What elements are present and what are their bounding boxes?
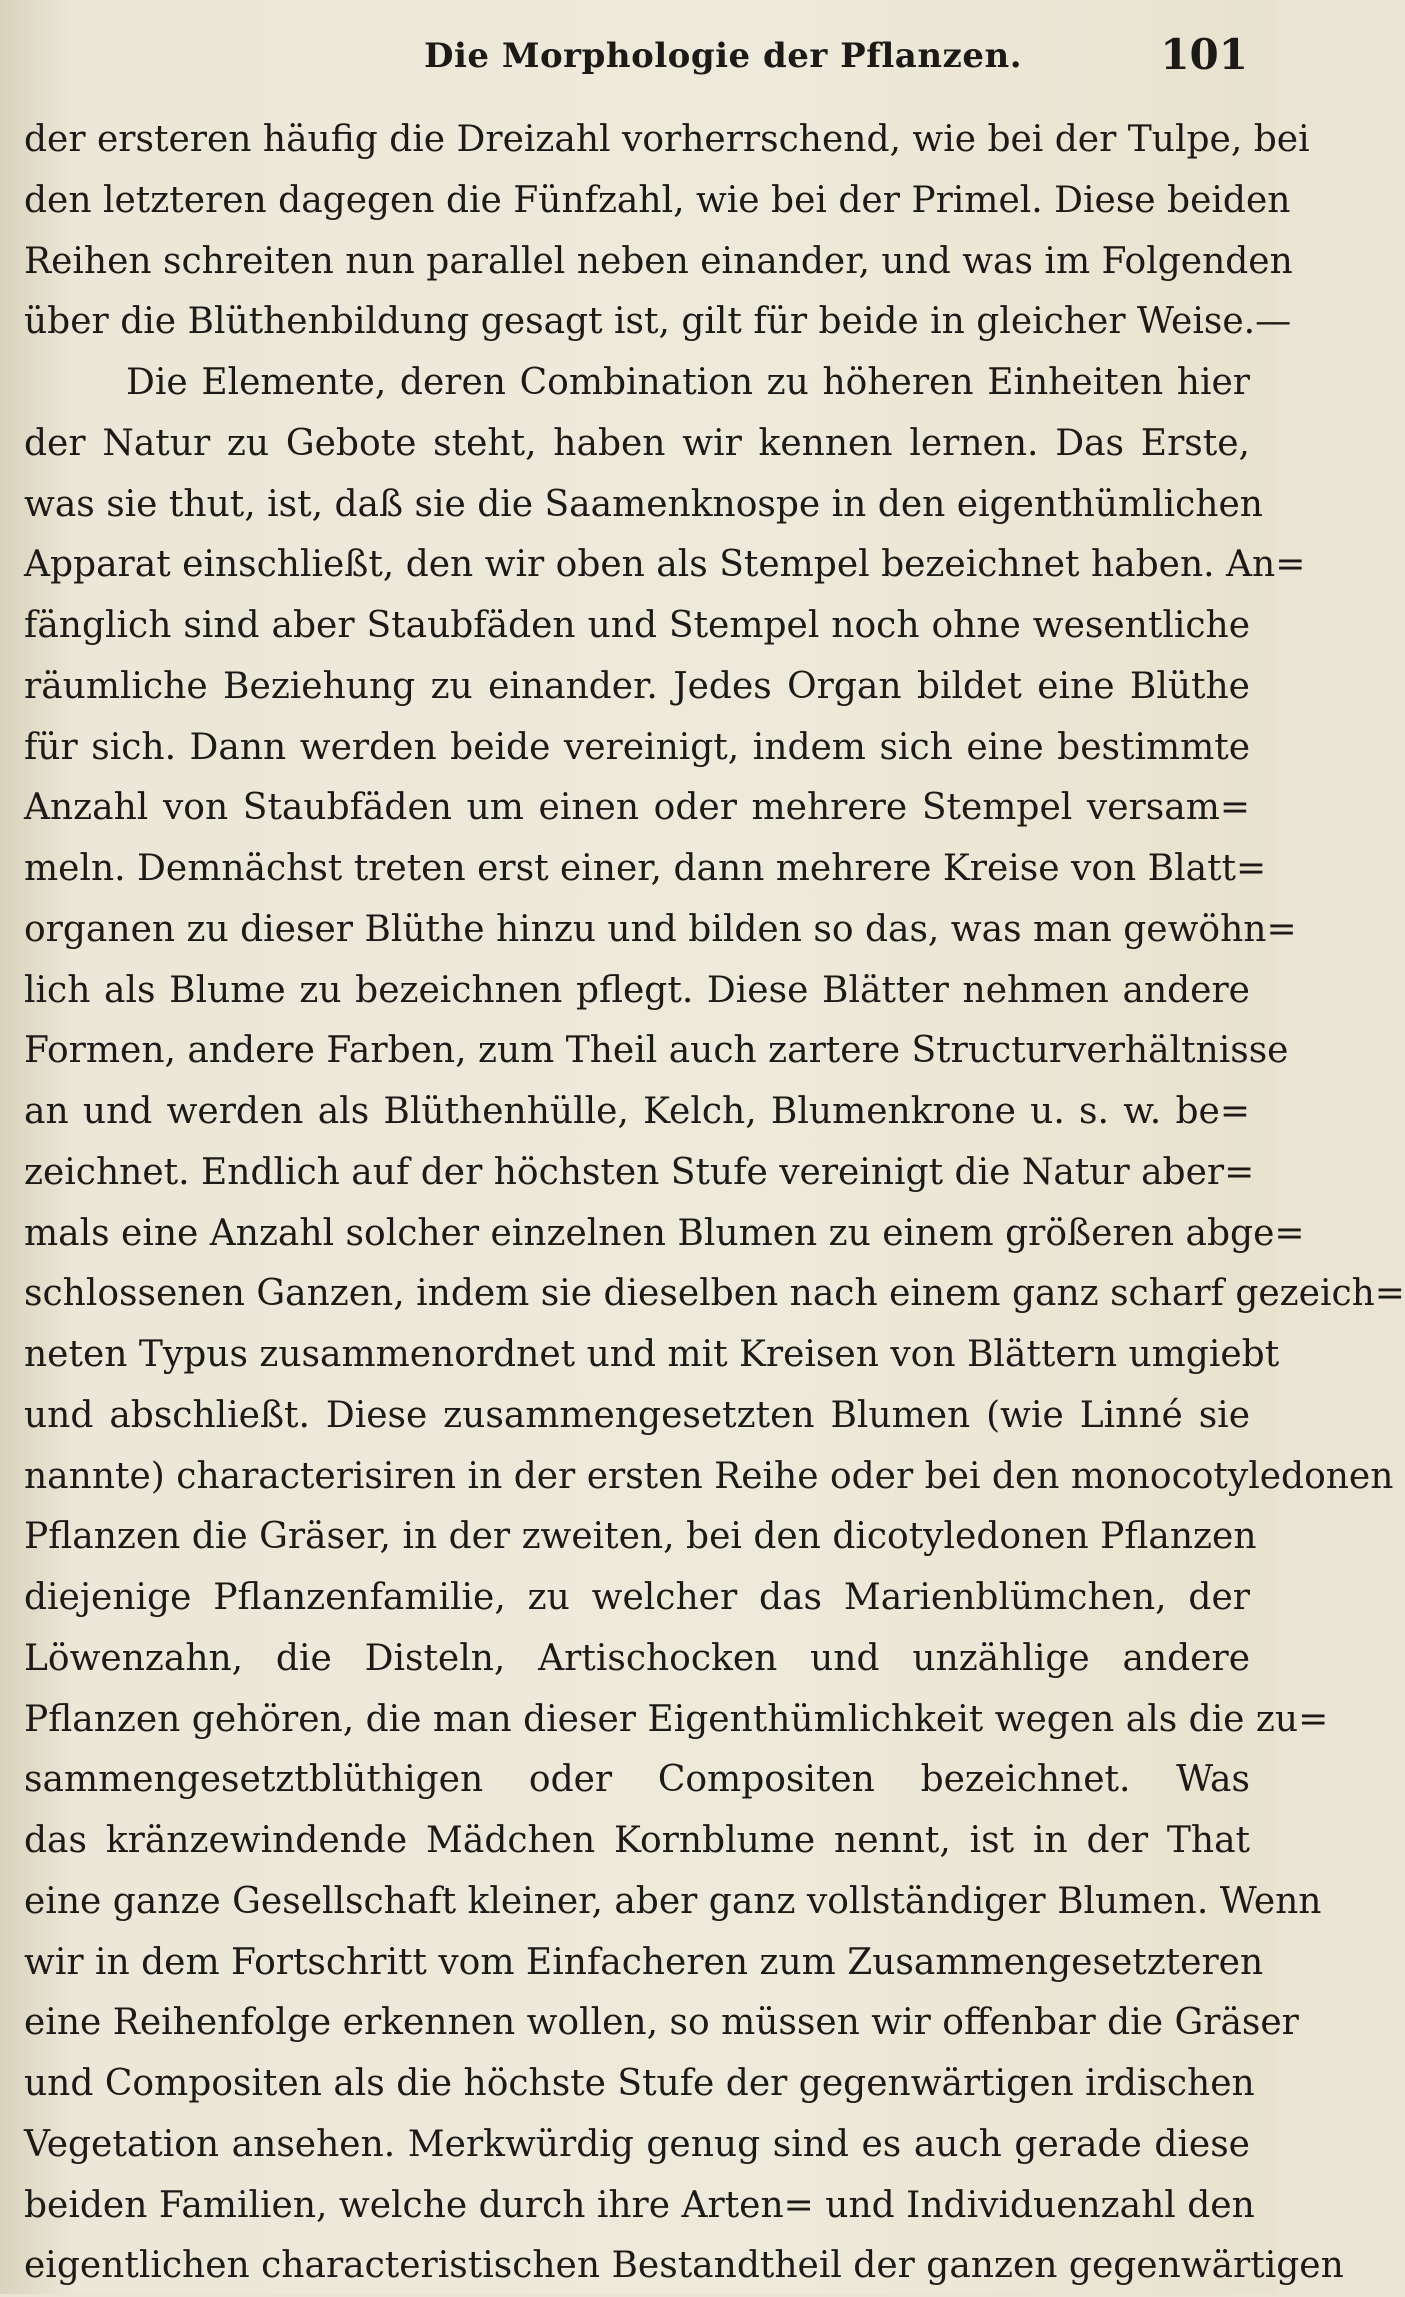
running-title: Die Morphologie der Pflanzen. bbox=[424, 36, 1023, 76]
text-line: das kränzewindende Mädchen Kornblume nennt, ist in der That bbox=[24, 1820, 1250, 1861]
text-line: Vegetation ansehen. Merkwürdig genug sind es auch gerade diese bbox=[24, 2123, 1250, 2165]
text-line: der Natur zu Gebote steht, haben wir kennen lernen. Das Erste, bbox=[24, 422, 1250, 464]
text-line: was sie thut, ist, daß sie die Saamenknospe in den eigenthümlichen bbox=[24, 483, 1263, 525]
text-line: mals eine Anzahl solcher einzelnen Blumen zu einem größeren abge= bbox=[24, 1212, 1305, 1254]
text-line: eine ganze Gesellschaft kleiner, aber ganz vollständiger Blumen. Wenn bbox=[24, 1880, 1322, 1922]
text-line: und Compositen als die höchste Stufe der gegenwärtigen irdischen bbox=[24, 2063, 1255, 2104]
text-line: an und werden als Blüthenhülle, Kelch, Blumenkrone u. s. w. be= bbox=[24, 1091, 1250, 1132]
text-line: Die Elemente, deren Combination zu höheren Einheiten hier bbox=[126, 362, 1250, 403]
text-line: räumliche Beziehung zu einander. Jedes Organ bildet eine Blüthe bbox=[24, 665, 1250, 707]
text-line: Reihen schreiten nun parallel neben einander, und was im Folgenden bbox=[24, 240, 1293, 282]
text-line: Pflanzen die Gräser, in der zweiten, bei den dicotyledonen Pflanzen bbox=[24, 1516, 1257, 1558]
text-line: Löwenzahn, die Disteln, Artischocken und unzählige andere bbox=[24, 1637, 1250, 1679]
text-line: schlossenen Ganzen, indem sie dieselben nach einem ganz scharf gezeich= bbox=[24, 1273, 1405, 1315]
text-line: der ersteren häufig die Dreizahl vorherrschend, wie bei der Tulpe, bei bbox=[24, 119, 1310, 160]
text-line: fänglich sind aber Staubfäden und Stempel noch ohne wesentliche bbox=[24, 605, 1250, 646]
text-line: Pflanzen gehören, die man dieser Eigenthümlichkeit wegen als die zu= bbox=[24, 1698, 1329, 1740]
text-line: diejenige Pflanzenfamilie, zu welcher das Marienblümchen, der bbox=[24, 1577, 1250, 1618]
text-line: neten Typus zusammenordnet und mit Kreisen von Blättern umgiebt bbox=[24, 1334, 1280, 1375]
text-line: beiden Familien, welche durch ihre Arten= und Individuenzahl den bbox=[24, 2184, 1255, 2226]
text-line: Anzahl von Staubfäden um einen oder mehrere Stempel versam= bbox=[24, 787, 1250, 829]
text-line: nannte) characterisiren in der ersten Reihe oder bei den monocotyledonen bbox=[24, 1455, 1394, 1497]
text-line: den letzteren dagegen die Fünfzahl, wie bei der Primel. Diese beiden bbox=[24, 179, 1291, 221]
text-line: sammengesetztblüthigen oder Compositen bezeichnet. Was bbox=[24, 1759, 1250, 1801]
text-line: organen zu dieser Blüthe hinzu und bilden so das, was man gewöhn= bbox=[24, 908, 1297, 950]
text-line: meln. Demnächst treten erst einer, dann mehrere Kreise von Blatt= bbox=[24, 848, 1267, 889]
page-number: 101 bbox=[1160, 30, 1248, 79]
text-line: über die Blüthenbildung gesagt ist, gilt für beide in gleicher Weise.— bbox=[24, 301, 1292, 343]
text-line: eine Reihenfolge erkennen wollen, so müssen wir offenbar die Gräser bbox=[24, 2002, 1299, 2044]
text-line: für sich. Dann werden beide vereinigt, indem sich eine bestimmte bbox=[24, 726, 1250, 768]
text-line: Formen, andere Farben, zum Theil auch zartere Structurverhältnisse bbox=[24, 1030, 1289, 1072]
text-line: eigentlichen characteristischen Bestandtheil der ganzen gegenwärtigen bbox=[24, 2245, 1344, 2287]
body-text bbox=[24, 110, 1405, 2297]
page-header bbox=[24, 22, 1248, 82]
text-line: zeichnet. Endlich auf der höchsten Stufe vereinigt die Natur aber= bbox=[24, 1151, 1255, 1193]
text-line: wir in dem Fortschritt vom Einfacheren zum Zusammengesetzteren bbox=[24, 1941, 1264, 1983]
text-line: Apparat einschließt, den wir oben als Stempel bezeichnet haben. An= bbox=[24, 544, 1306, 586]
text-line: und abschließt. Diese zusammengesetzten Blumen (wie Linné sie bbox=[24, 1394, 1250, 1436]
text-line: lich als Blume zu bezeichnen pflegt. Diese Blätter nehmen andere bbox=[24, 969, 1250, 1011]
